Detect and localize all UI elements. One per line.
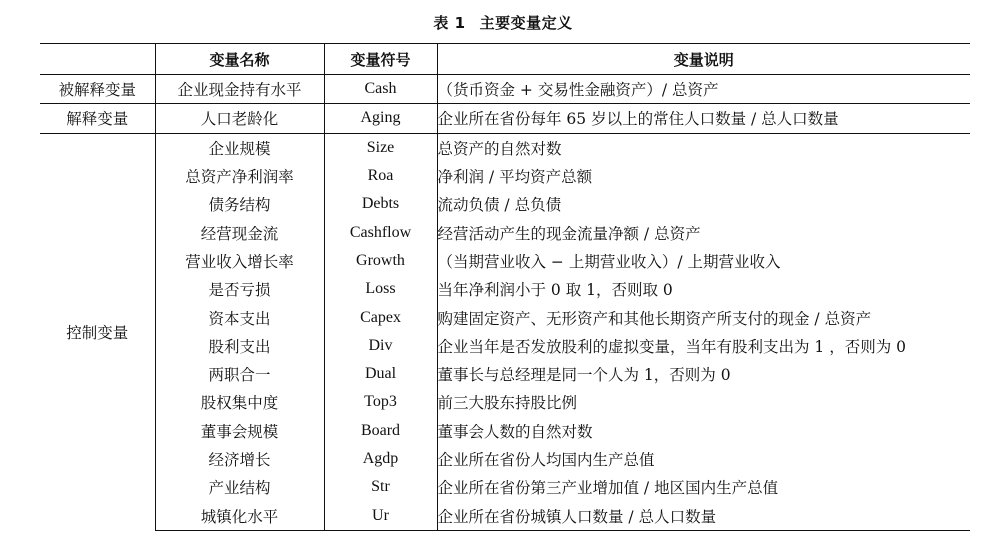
variable-name-cell: 人口老龄化 bbox=[155, 104, 324, 133]
variable-symbol-cell: Size bbox=[324, 133, 437, 162]
variable-name-cell: 企业现金持有水平 bbox=[155, 75, 324, 104]
variable-description-cell: 董事会人数的自然对数 bbox=[437, 417, 970, 445]
variable-symbol-cell: Top3 bbox=[324, 388, 437, 416]
table-row bbox=[40, 445, 970, 473]
variable-description-cell: 净利润 / 平均资产总额 bbox=[437, 162, 970, 190]
variable-symbol-cell: Dual bbox=[324, 360, 437, 388]
header-variable-name: 变量名称 bbox=[155, 44, 324, 75]
variable-description-cell: 经营活动产生的现金流量净额 / 总资产 bbox=[437, 218, 970, 246]
variable-name-cell: 两职合一 bbox=[155, 360, 324, 388]
table-number: 表 1 bbox=[433, 14, 466, 32]
variable-name-cell: 是否亏损 bbox=[155, 275, 324, 303]
variable-symbol-cell: Board bbox=[324, 417, 437, 445]
table-header-row bbox=[40, 44, 970, 75]
variable-definition-table bbox=[40, 43, 970, 531]
table-row bbox=[40, 360, 970, 388]
variable-description-cell: 董事长与总经理是同一个人为 1，否则为 0 bbox=[437, 360, 970, 388]
variable-description-cell: 企业所在省份城镇人口数量 / 总人口数量 bbox=[437, 501, 970, 530]
table-row bbox=[40, 417, 970, 445]
variable-name-cell: 营业收入增长率 bbox=[155, 247, 324, 275]
variable-description-cell: （货币资金 + 交易性金融资产）/ 总资产 bbox=[437, 75, 970, 104]
category-cell: 被解释变量 bbox=[40, 75, 155, 104]
variable-symbol-cell: Agdp bbox=[324, 445, 437, 473]
variable-description-cell: 当年净利润小于 0 取 1，否则取 0 bbox=[437, 275, 970, 303]
variable-symbol-cell: Roa bbox=[324, 162, 437, 190]
table-row bbox=[40, 75, 970, 104]
variable-symbol-cell: Capex bbox=[324, 303, 437, 331]
table-row bbox=[40, 190, 970, 218]
variable-symbol-cell: Growth bbox=[324, 247, 437, 275]
table-title: 主要变量定义 bbox=[479, 14, 573, 32]
variable-name-cell: 经济增长 bbox=[155, 445, 324, 473]
variable-description-cell: 购建固定资产、无形资产和其他长期资产所支付的现金 / 总资产 bbox=[437, 303, 970, 331]
variable-description-cell: （当期营业收入 − 上期营业收入）/ 上期营业收入 bbox=[437, 247, 970, 275]
variable-name-cell: 股利支出 bbox=[155, 332, 324, 360]
variable-name-cell: 城镇化水平 bbox=[155, 501, 324, 530]
variable-description-cell: 前三大股东持股比例 bbox=[437, 388, 970, 416]
variable-name-cell: 股权集中度 bbox=[155, 388, 324, 416]
variable-description-cell: 企业所在省份人均国内生产总值 bbox=[437, 445, 970, 473]
table-row bbox=[40, 162, 970, 190]
variable-name-cell: 债务结构 bbox=[155, 190, 324, 218]
variable-symbol-cell: Loss bbox=[324, 275, 437, 303]
variable-symbol-cell: Cash bbox=[324, 75, 437, 104]
variable-description-cell: 企业当年是否发放股利的虚拟变量，当年有股利支出为 1 ，否则为 0 bbox=[437, 332, 970, 360]
header-variable-symbol: 变量符号 bbox=[324, 44, 437, 75]
table-row bbox=[40, 473, 970, 501]
variable-symbol-cell: Str bbox=[324, 473, 437, 501]
variable-name-cell: 经营现金流 bbox=[155, 218, 324, 246]
category-cell: 控制变量 bbox=[40, 133, 155, 530]
header-category bbox=[40, 44, 155, 75]
table-row bbox=[40, 303, 970, 331]
variable-symbol-cell: Aging bbox=[324, 104, 437, 133]
variable-symbol-cell: Cashflow bbox=[324, 218, 437, 246]
variable-symbol-cell: Ur bbox=[324, 501, 437, 530]
variable-name-cell: 董事会规模 bbox=[155, 417, 324, 445]
variable-description-cell: 流动负债 / 总负债 bbox=[437, 190, 970, 218]
table-row bbox=[40, 275, 970, 303]
table-caption bbox=[0, 12, 1006, 33]
table-row bbox=[40, 332, 970, 360]
variable-description-cell: 企业所在省份每年 65 岁以上的常住人口数量 / 总人口数量 bbox=[437, 104, 970, 133]
variable-description-cell: 总资产的自然对数 bbox=[437, 133, 970, 162]
table-row bbox=[40, 104, 970, 133]
category-cell: 解释变量 bbox=[40, 104, 155, 133]
table-row bbox=[40, 133, 970, 162]
variable-name-cell: 企业规模 bbox=[155, 133, 324, 162]
variable-description-cell: 企业所在省份第三产业增加值 / 地区国内生产总值 bbox=[437, 473, 970, 501]
header-variable-description: 变量说明 bbox=[437, 44, 970, 75]
variable-name-cell: 总资产净利润率 bbox=[155, 162, 324, 190]
table-row bbox=[40, 247, 970, 275]
table-row bbox=[40, 501, 970, 530]
variable-name-cell: 产业结构 bbox=[155, 473, 324, 501]
table-row bbox=[40, 388, 970, 416]
table-row bbox=[40, 218, 970, 246]
variable-symbol-cell: Debts bbox=[324, 190, 437, 218]
variable-name-cell: 资本支出 bbox=[155, 303, 324, 331]
variable-symbol-cell: Div bbox=[324, 332, 437, 360]
